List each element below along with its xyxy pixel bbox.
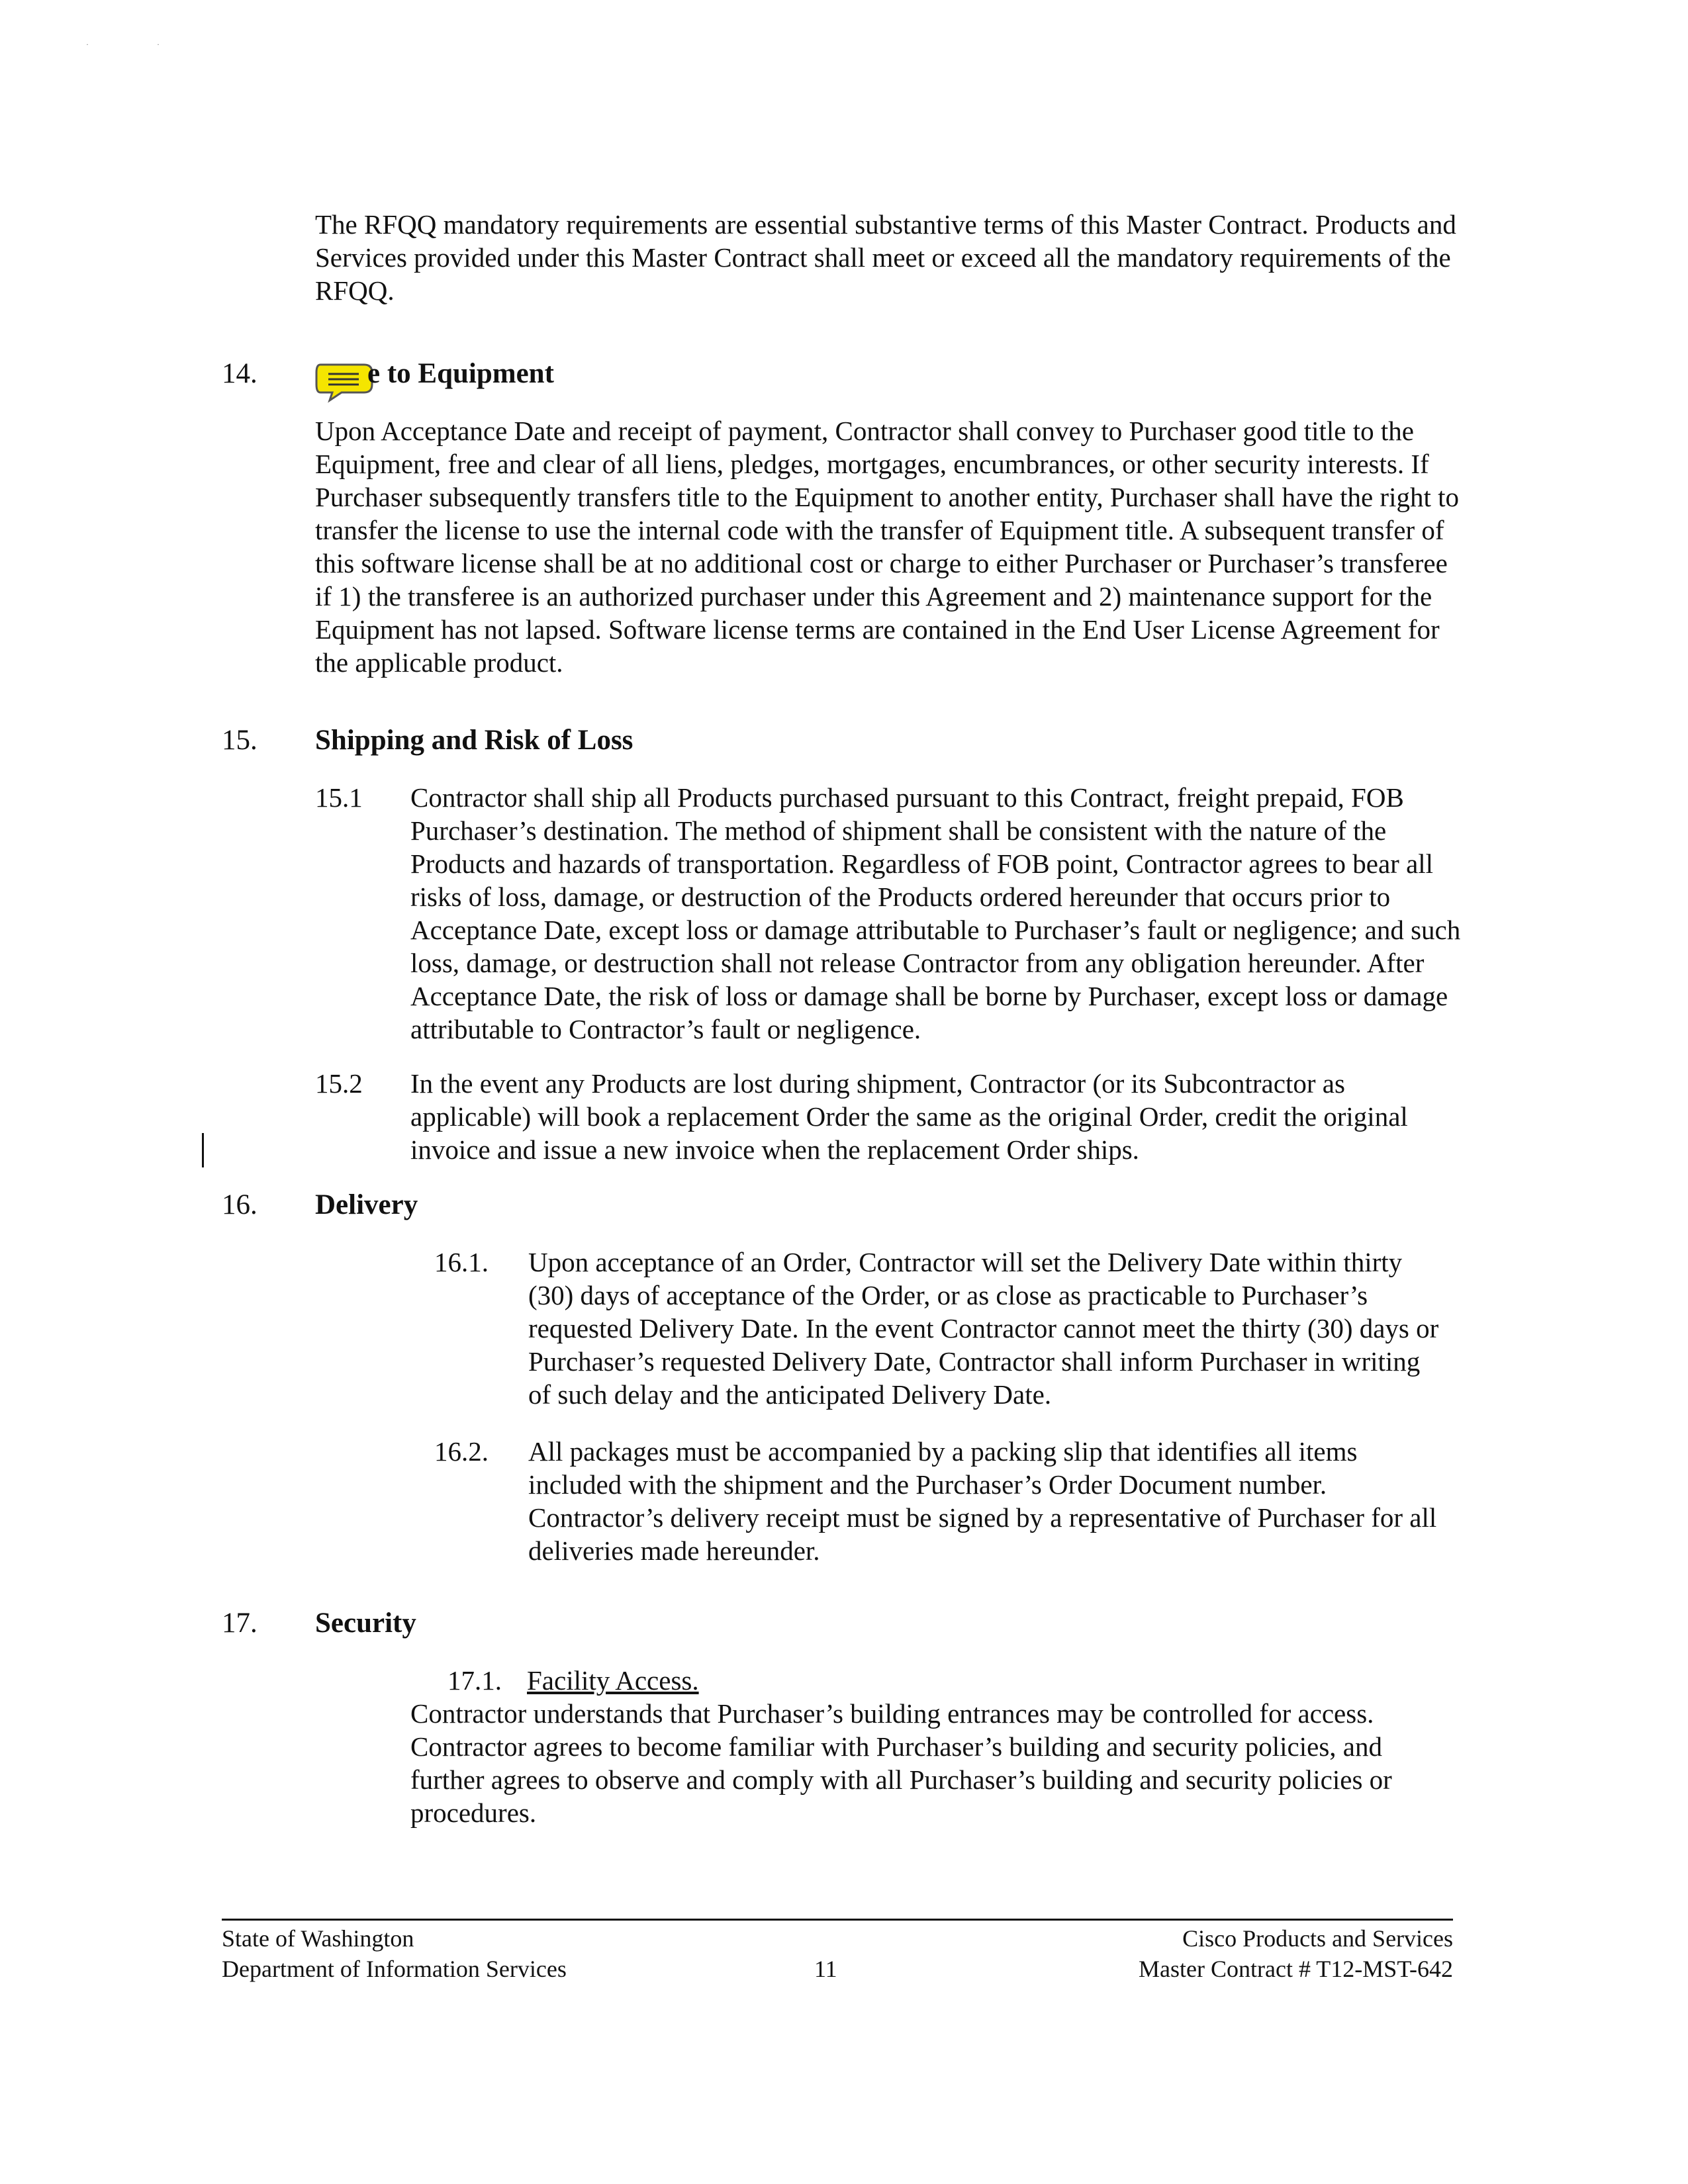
intro-paragraph: The RFQQ mandatory requirements are essential substantive terms of this Master Contract. Products and Services provided under this Master Contract shall meet or exceed all the mandatory requirements of the RFQQ. — [315, 209, 1456, 306]
section-16-number: 16. — [222, 1189, 258, 1220]
footer-right-line2: Master Contract # T12-MST-642 — [1139, 1956, 1453, 1982]
subsection-17-1-number: 17.1. — [447, 1665, 502, 1696]
subsection-15-2-number: 15.2 — [315, 1068, 363, 1099]
subsection-17-1-text: Contractor understands that Purchaser’s building entrances may be controlled for access. Contractor agrees to become familiar with Purchaser’s building and security policies, and further agrees to observe and comply with all Purchaser’s building and security policies or procedures. — [410, 1698, 1392, 1828]
section-14-title: e to Equipment — [367, 358, 554, 389]
section-15-title: Shipping and Risk of Loss — [315, 725, 633, 756]
subsection-15-2-text: In the event any Products are lost during shipment, Contractor (or its Subcontractor as applicable) will book a replacement Order the same as the original Order, credit the original invoice and issue a new invoice when the replacement Order ships. — [410, 1068, 1408, 1165]
subsection-16-2-number: 16.2. — [434, 1436, 489, 1467]
subsection-16-1-text: Upon acceptance of an Order, Contractor will set the Delivery Date within thirty (30) days of acceptance of the Order, or as close as practicable to Purchaser’s requested Delivery Date. In the event Contractor cannot meet the thirty (30) days or Purchaser’s requested Delivery Date, Contractor shall inform Purchaser in writing of such delay and the anticipated Delivery Date. — [528, 1247, 1439, 1410]
section-15-number: 15. — [222, 725, 258, 756]
subsection-16-2-text: All packages must be accompanied by a packing slip that identifies all items included with the shipment and the Purchaser’s Order Document number. Contractor’s delivery receipt must be signed by a representative of Purchaser for all deliveries made hereunder. — [528, 1436, 1437, 1566]
footer-page-number: 11 — [814, 1956, 837, 1982]
footer-left-line1: State of Washington — [222, 1925, 414, 1952]
subsection-17-1-title: Facility Access. — [527, 1665, 699, 1696]
revision-change-bar — [202, 1133, 204, 1167]
section-14-number: 14. — [222, 358, 258, 389]
subsection-15-1-number: 15.1 — [315, 782, 363, 813]
scan-specks: · · — [86, 40, 193, 49]
section-17-number: 17. — [222, 1608, 258, 1639]
section-16-title: Delivery — [315, 1189, 418, 1220]
subsection-15-1-text: Contractor shall ship all Products purchased pursuant to this Contract, freight prepaid, FOB Purchaser’s destination. The method of shipment shall be consistent with the nature of the Products and hazards of transportation. Regardless of FOB point, Contractor agrees to bear all risks of loss, damage, or destruction of the Products ordered hereunder that occurs prior to Acceptance Date, except loss or damage attributable to Purchaser’s fault or negligence; and such loss, damage, or destruction shall not release Contractor from any obligation hereunder. After Acceptance Date, the risk of loss or damage shall be borne by Purchaser, except loss or damage attributable to Contractor’s fault or negligence. — [410, 782, 1461, 1044]
subsection-16-1-number: 16.1. — [434, 1247, 489, 1277]
footer-right-line1: Cisco Products and Services — [1182, 1925, 1453, 1952]
footer-left-line2: Department of Information Services — [222, 1956, 567, 1982]
section-17-title: Security — [315, 1608, 416, 1639]
section-14-body: Upon Acceptance Date and receipt of payment, Contractor shall convey to Purchaser good title to the Equipment, free and clear of all liens, pledges, mortgages, encumbrances, or other security interests. If Purchaser subsequently transfers title to the Equipment to another entity, Purchaser shall have the right to transfer the license to use the internal code with the transfer of Equipment title. A subsequent transfer of this software license shall be at no additional cost or charge to either Purchaser or Purchaser’s transferee if 1) the transferee is an authorized purchaser under this Agreement and 2) maintenance support for the Equipment has not lapsed. Software license terms are contained in the End User License Agreement for the applicable product. — [315, 416, 1460, 678]
footer-rule — [222, 1919, 1453, 1921]
